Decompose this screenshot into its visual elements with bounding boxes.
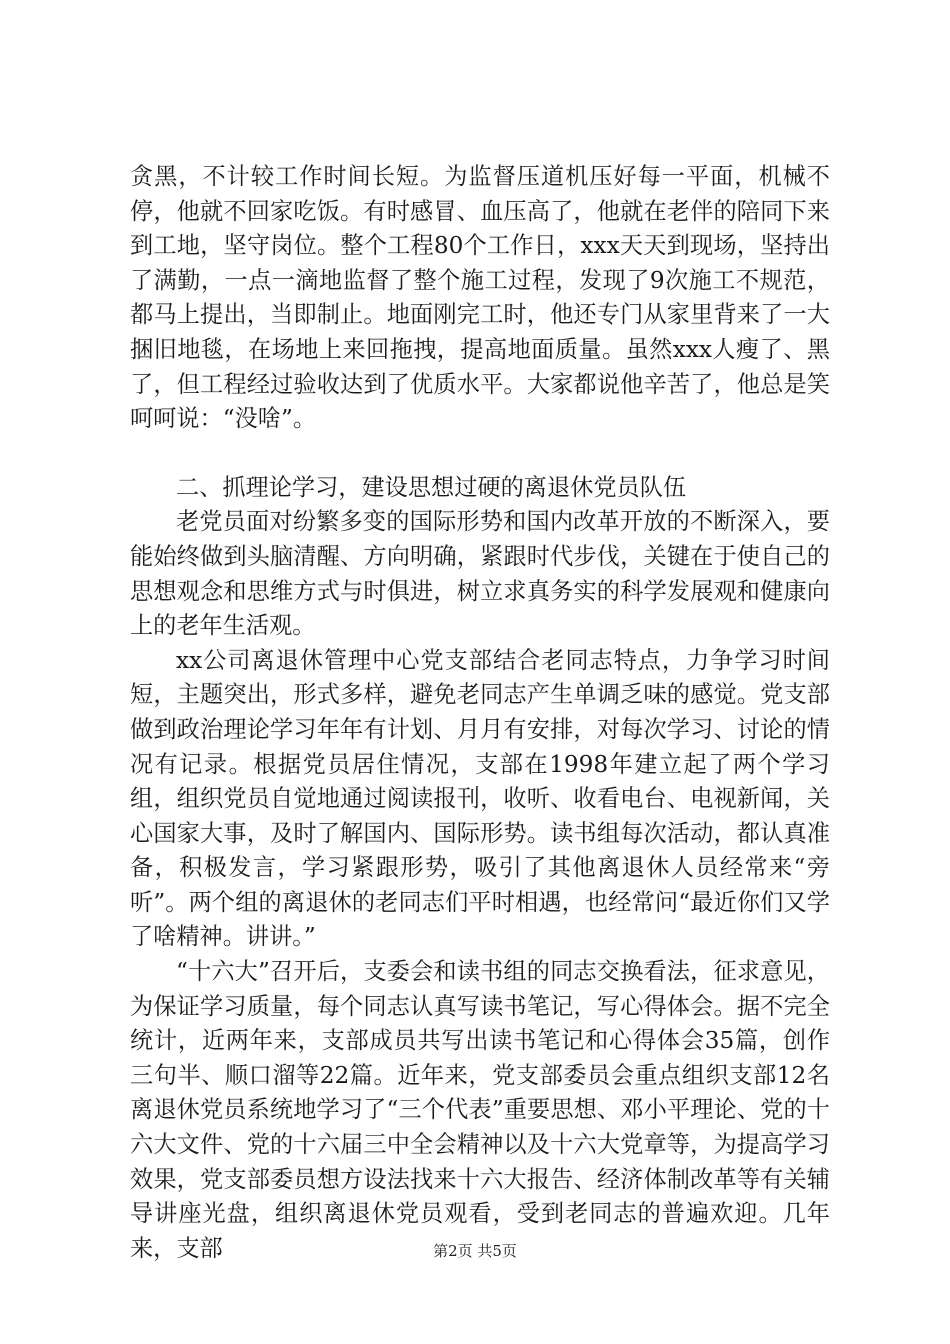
paragraph-continuation: 贪黑，不计较工作时间长短。为监督压道机压好每一平面，机械不停，他就不回家吃饭。有时感冒、血压高了，他就在老伴的陪同下来到工地，坚守岗位。整个工程80个工作日，xxx天天到现场，坚持出了满勤，一点一滴地监督了整个施工过程，发现了9次施工不规范，都马上提出，当即制止。地面刚完工时，他还专门从家里背来了一大捆旧地毯，在场地上来回拖拽，提高地面质量。虽然xxx人瘦了、黑了，但工程经过验收达到了优质水平。大家都说他辛苦了，他总是笑呵呵说：“没啥”。 xyxy=(130,163,830,433)
document-body xyxy=(130,160,830,1266)
paragraph-sixteenth-congress: “十六大”召开后，支委会和读书组的同志交换看法，征求意见，为保证学习质量，每个同志认真写读书笔记，写心得体会。据不完全统计，近两年来，支部成员共写出读书笔记和心得体会35篇，创作三句半、顺口溜等22篇。近年来，党支部委员会重点组织支部12名离退休党员系统地学习了“三个代表”重要思想、邓小平理论、党的十六大文件、党的十六届三中全会精神以及十六大党章等，为提高学习效果，党支部委员想方设法找来十六大报告、经济体制改革等有关辅导讲座光盘，组织离退休党员观看，受到老同志的普遍欢迎。几年来，支部 xyxy=(130,958,830,1262)
section-heading: 二、抓理论学习，建设思想过硬的离退休党员队伍 xyxy=(176,473,687,501)
paragraph-party-branch: xx公司离退休管理中心党支部结合老同志特点，力争学习时间短，主题突出，形式多样，避免老同志产生单调乏味的感觉。党支部做到政治理论学习年年有计划、月月有安排，对每次学习、讨论的情况有记录。根据党员居住情况，支部在1998年建立起了两个学习组，组织党员自觉地通过阅读报刊，收听、收看电台、电视新闻，关心国家大事，及时了解国内、国际形势。读书组每次活动，都认真准备，积极发言，学习紧跟形势，吸引了其他离退休人员经常来“旁听”。两个组的离退休的老同志们平时相遇，也经常问“最近你们又学了啥精神。讲讲。” xyxy=(130,646,830,951)
page-number-footer: 第2页 共5页 xyxy=(433,1242,517,1260)
paragraph-theory-study: 老党员面对纷繁多变的国际形势和国内改革开放的不断深入，要能始终做到头脑清醒、方向明确，紧跟时代步伐，关键在于使自己的思想观念和思维方式与时俱进，树立求真务实的科学发展观和健康向上的老年生活观。 xyxy=(130,508,830,640)
